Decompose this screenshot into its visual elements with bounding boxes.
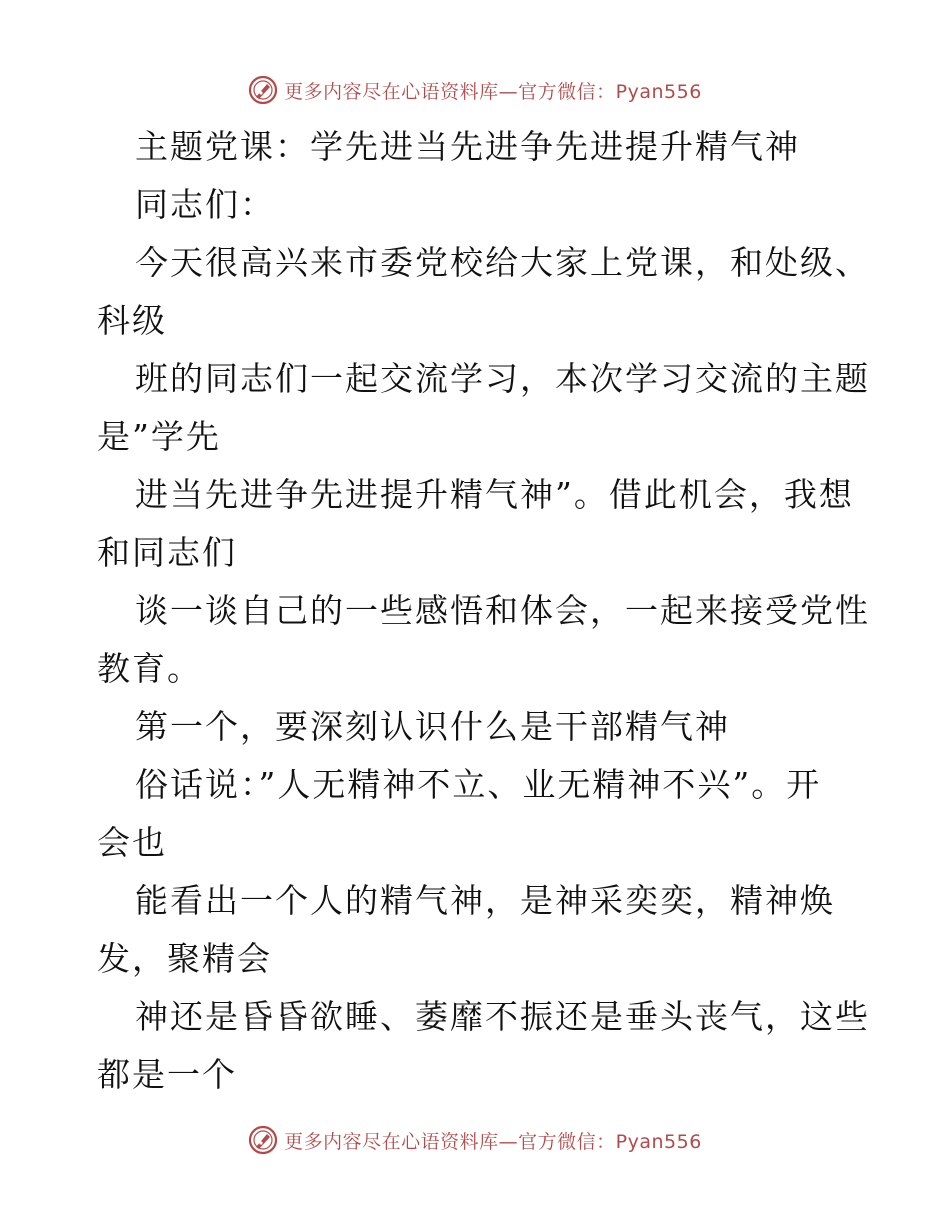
header-watermark-banner xyxy=(0,70,950,110)
text-line: 和同志们 xyxy=(97,533,237,572)
text-line: 主题党课：学先进当先进争先进提升精气神 xyxy=(135,127,800,166)
text-line: 神还是昏昏欲睡、萎靡不振还是垂头丧气，这些 xyxy=(135,997,870,1036)
text-line: 进当先进争先进提升精气神”。借此机会，我想 xyxy=(135,475,854,514)
text-line: 教育。 xyxy=(97,649,202,688)
document-body xyxy=(97,118,870,1104)
text-line: 科级 xyxy=(97,301,167,340)
text-line: 发，聚精会 xyxy=(97,939,272,978)
pen-nib-logo-icon xyxy=(248,75,278,105)
footer-watermark-banner xyxy=(0,1120,950,1160)
watermark-text: 更多内容尽在心语资料库—官方微信：Pyan556 xyxy=(284,1130,702,1153)
text-line: 今天很高兴来市委党校给大家上党课，和处级、 xyxy=(135,243,870,282)
text-line: 俗话说：”人无精神不立、业无精神不兴”。开 xyxy=(135,765,822,804)
text-line: 都是一个 xyxy=(97,1055,237,1094)
text-line: 第一个，要深刻认识什么是干部精气神 xyxy=(135,707,730,746)
watermark-text: 更多内容尽在心语资料库—官方微信：Pyan556 xyxy=(284,80,702,103)
text-line: 是”学先 xyxy=(97,417,221,456)
text-line: 谈一谈自己的一些感悟和体会，一起来接受党性 xyxy=(135,591,870,630)
text-line: 班的同志们一起交流学习，本次学习交流的主题 xyxy=(135,359,870,398)
text-line: 会也 xyxy=(97,823,167,862)
text-line: 能看出一个人的精气神，是神采奕奕，精神焕 xyxy=(135,881,835,920)
text-line: 同志们： xyxy=(135,185,275,224)
pen-nib-logo-icon xyxy=(248,1125,278,1155)
